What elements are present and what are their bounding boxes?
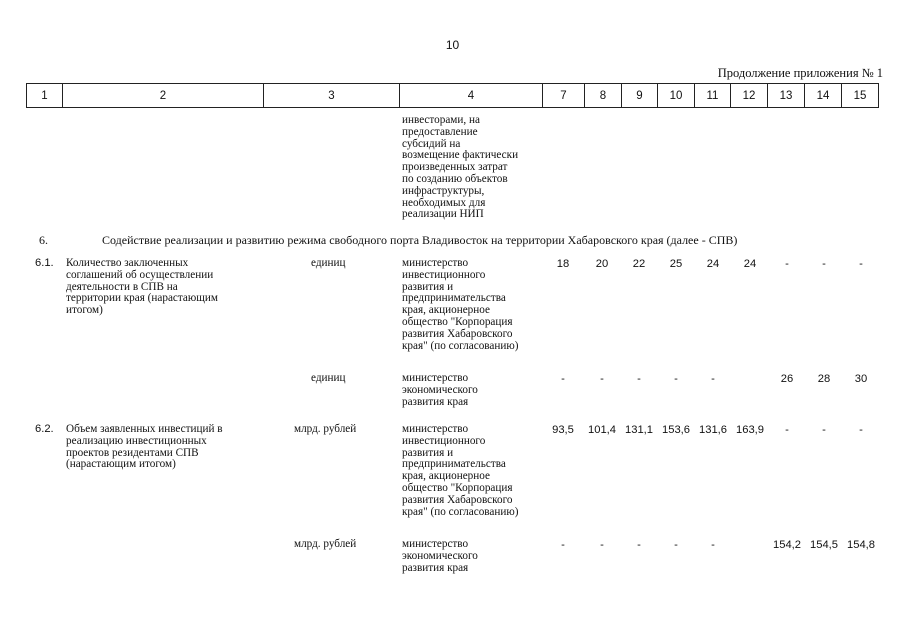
- value-cell-col-12: 24: [743, 258, 757, 270]
- value-cell-col-11: -: [711, 373, 715, 385]
- value-cell-col-9: -: [637, 539, 641, 551]
- header-col-3: 3: [264, 84, 400, 108]
- value-cell-col-11: -: [711, 539, 715, 551]
- value-cell-col-13: 26: [780, 373, 794, 385]
- indicator-text: Количество заключенных соглашений об осуществлении деятельности в СПВ на территории края (нарастающим итогом): [66, 257, 218, 317]
- header-col-14: 14: [805, 84, 842, 108]
- indicator-text: Объем заявленных инвестиций в реализацию инвестиционных проектов резидентами СПВ (нарастающим итогом): [66, 423, 223, 471]
- value-cell-col-15: 30: [854, 373, 868, 385]
- value-cell-col-11: 131,6: [699, 424, 727, 436]
- value-cell-col-7: 18: [556, 258, 570, 270]
- value-cell-col-10: -: [674, 373, 678, 385]
- unit-text: млрд. рублей: [294, 538, 357, 550]
- header-col-2: 2: [63, 84, 264, 108]
- value-cell-col-8: -: [600, 373, 604, 385]
- carryover-responsible-text: инвесторами, на предоставление субсидий на возмещение фактически произведенных затрат по созданию объектов инфраструктуры, необходимых для реализации НИП: [402, 114, 519, 221]
- header-col-11: 11: [695, 84, 731, 108]
- value-cell-col-9: -: [637, 373, 641, 385]
- header-col-4: 4: [400, 84, 543, 108]
- responsible-text: министерство экономического развития края: [402, 372, 478, 408]
- section-title: Содействие реализации и развитию режима свободного порта Владивосток на территории Хабаровского края (далее - СПВ): [102, 233, 738, 247]
- value-cell-col-10: 153,6: [662, 424, 690, 436]
- value-cell-col-15: -: [859, 258, 863, 270]
- unit-text: единиц: [311, 372, 346, 384]
- value-cell-col-15: -: [859, 424, 863, 436]
- header-col-9: 9: [622, 84, 658, 108]
- responsible-text: министерство инвестиционного развития и предпринимательства края, акционерное общество "Корпорация развития Хабаровского края" (по согласованию): [402, 423, 519, 518]
- value-cell-col-8: 101,4: [588, 424, 616, 436]
- value-cell-col-7: -: [561, 539, 565, 551]
- section-number: 6.: [39, 233, 48, 247]
- value-cell-col-7: 93,5: [552, 424, 574, 436]
- value-cell-col-10: -: [674, 539, 678, 551]
- value-cell-col-7: -: [561, 373, 565, 385]
- header-col-13: 13: [768, 84, 805, 108]
- header-col-15: 15: [842, 84, 879, 108]
- unit-text: единиц: [311, 257, 346, 269]
- value-cell-col-9: 22: [632, 258, 646, 270]
- responsible-text: министерство инвестиционного развития и предпринимательства края, акционерное общество "Корпорация развития Хабаровского края" (по согласованию): [402, 257, 519, 352]
- header-col-1: 1: [27, 84, 63, 108]
- value-cell-col-13: 154,2: [773, 539, 801, 551]
- row-number: 6.1.: [35, 257, 54, 269]
- value-cell-col-12: 163,9: [736, 424, 764, 436]
- value-cell-col-15: 154,8: [847, 539, 875, 551]
- column-header-table: [26, 83, 879, 108]
- value-cell-col-14: -: [822, 424, 826, 436]
- value-cell-col-8: -: [600, 539, 604, 551]
- value-cell-col-13: -: [785, 258, 789, 270]
- value-cell-col-10: 25: [669, 258, 683, 270]
- value-cell-col-9: 131,1: [625, 424, 653, 436]
- continuation-label: Продолжение приложения № 1: [717, 66, 883, 80]
- header-col-8: 8: [585, 84, 622, 108]
- value-cell-col-14: 28: [817, 373, 831, 385]
- header-col-12: 12: [731, 84, 768, 108]
- responsible-text: министерство экономического развития края: [402, 538, 478, 574]
- row-number: 6.2.: [35, 423, 54, 435]
- page-number: 10: [445, 38, 460, 52]
- value-cell-col-11: 24: [706, 258, 720, 270]
- value-cell-col-14: -: [822, 258, 826, 270]
- value-cell-col-8: 20: [595, 258, 609, 270]
- header-col-10: 10: [658, 84, 695, 108]
- value-cell-col-13: -: [785, 424, 789, 436]
- value-cell-col-14: 154,5: [810, 539, 838, 551]
- header-col-7: 7: [543, 84, 585, 108]
- unit-text: млрд. рублей: [294, 423, 357, 435]
